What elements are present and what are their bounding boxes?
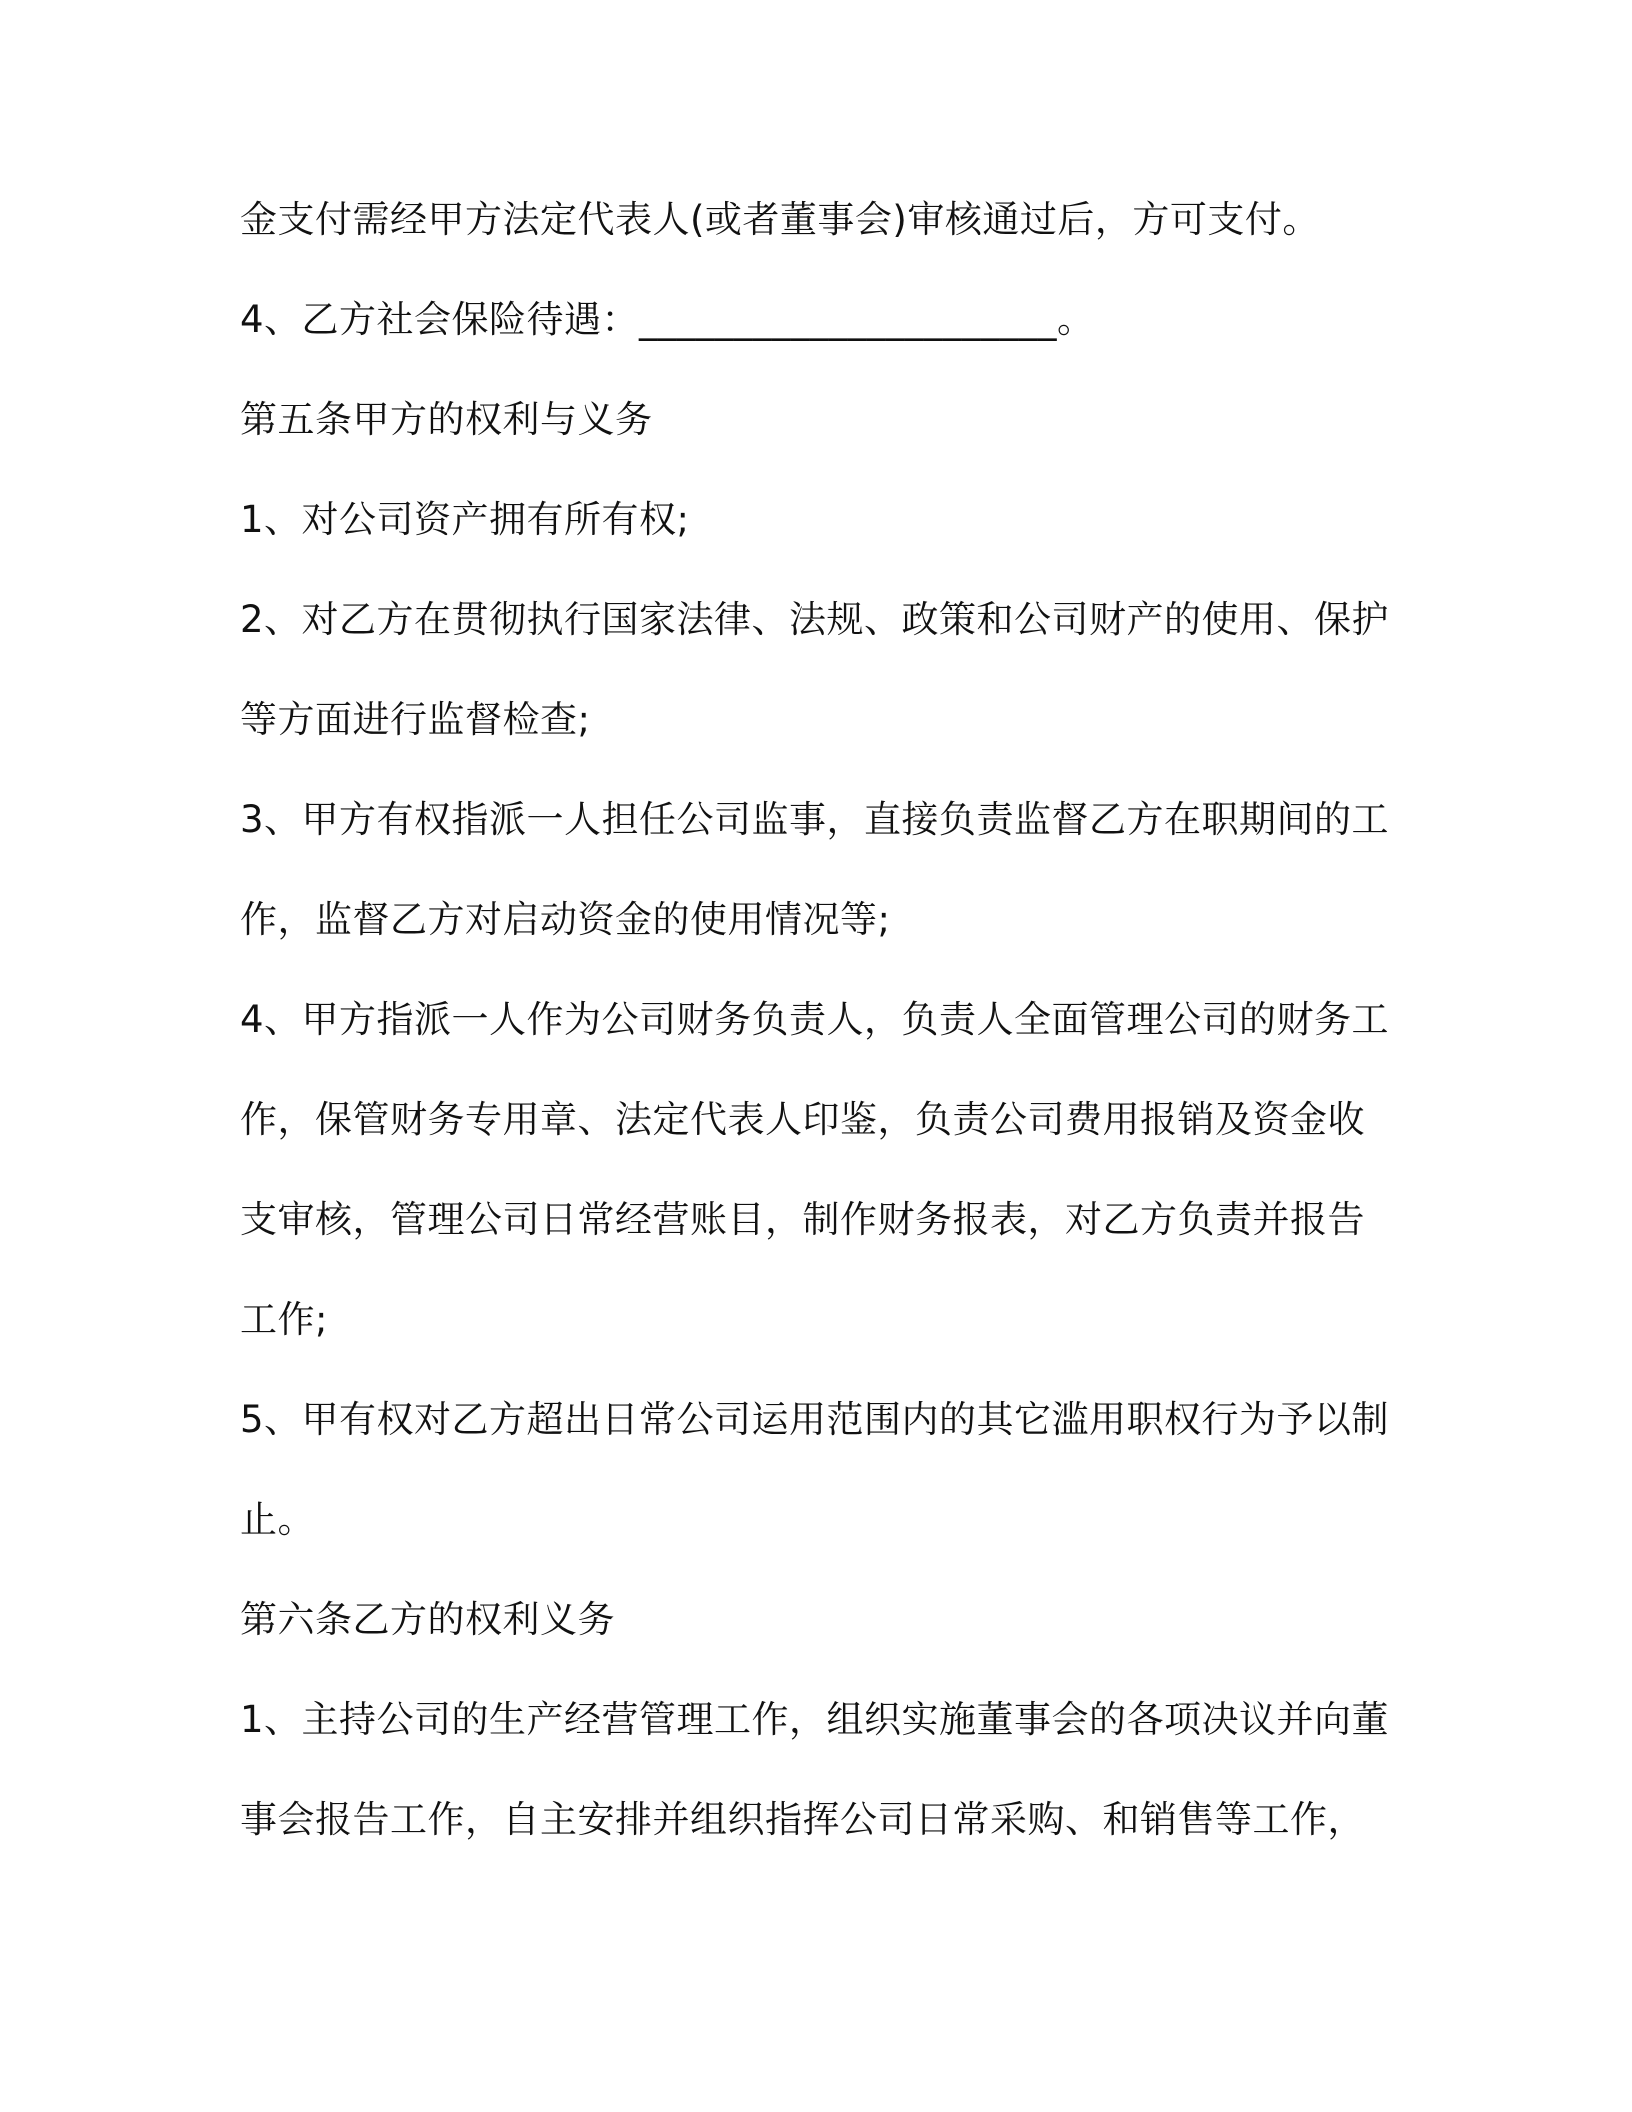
text-line-2: 4、乙方社会保险待遇：______________________。: [240, 298, 1095, 341]
text-line-10: 作，保管财务专用章、法定代表人印鉴，负责公司费用报销及资金收: [240, 1098, 1365, 1141]
section-heading-6: 第六条乙方的权利义务: [240, 1598, 615, 1641]
text-line-12: 工作;: [240, 1298, 328, 1341]
text-line-5: 2、对乙方在贯彻执行国家法律、法规、政策和公司财产的使用、保护: [240, 598, 1390, 641]
text-line-14: 止。: [240, 1498, 315, 1541]
section-heading-5: 第五条甲方的权利与义务: [240, 398, 653, 441]
text-line-13: 5、甲有权对乙方超出日常公司运用范围内的其它滥用职权行为予以制: [240, 1398, 1390, 1441]
text-line-9: 4、甲方指派一人作为公司财务负责人，负责人全面管理公司的财务工: [240, 998, 1390, 1041]
text-line-1: 金支付需经甲方法定代表人(或者董事会)审核通过后，方可支付。: [240, 198, 1320, 241]
text-line-7: 3、甲方有权指派一人担任公司监事，直接负责监督乙方在职期间的工: [240, 798, 1390, 841]
text-line-6: 等方面进行监督检查;: [240, 698, 591, 741]
text-line-4: 1、对公司资产拥有所有权;: [240, 498, 690, 541]
text-line-16: 1、主持公司的生产经营管理工作，组织实施董事会的各项决议并向董: [240, 1698, 1390, 1741]
text-line-17: 事会报告工作，自主安排并组织指挥公司日常采购、和销售等工作，: [240, 1798, 1365, 1841]
text-line-8: 作，监督乙方对启动资金的使用情况等;: [240, 898, 891, 941]
text-line-11: 支审核，管理公司日常经营账目，制作财务报表，对乙方负责并报告: [240, 1198, 1365, 1241]
